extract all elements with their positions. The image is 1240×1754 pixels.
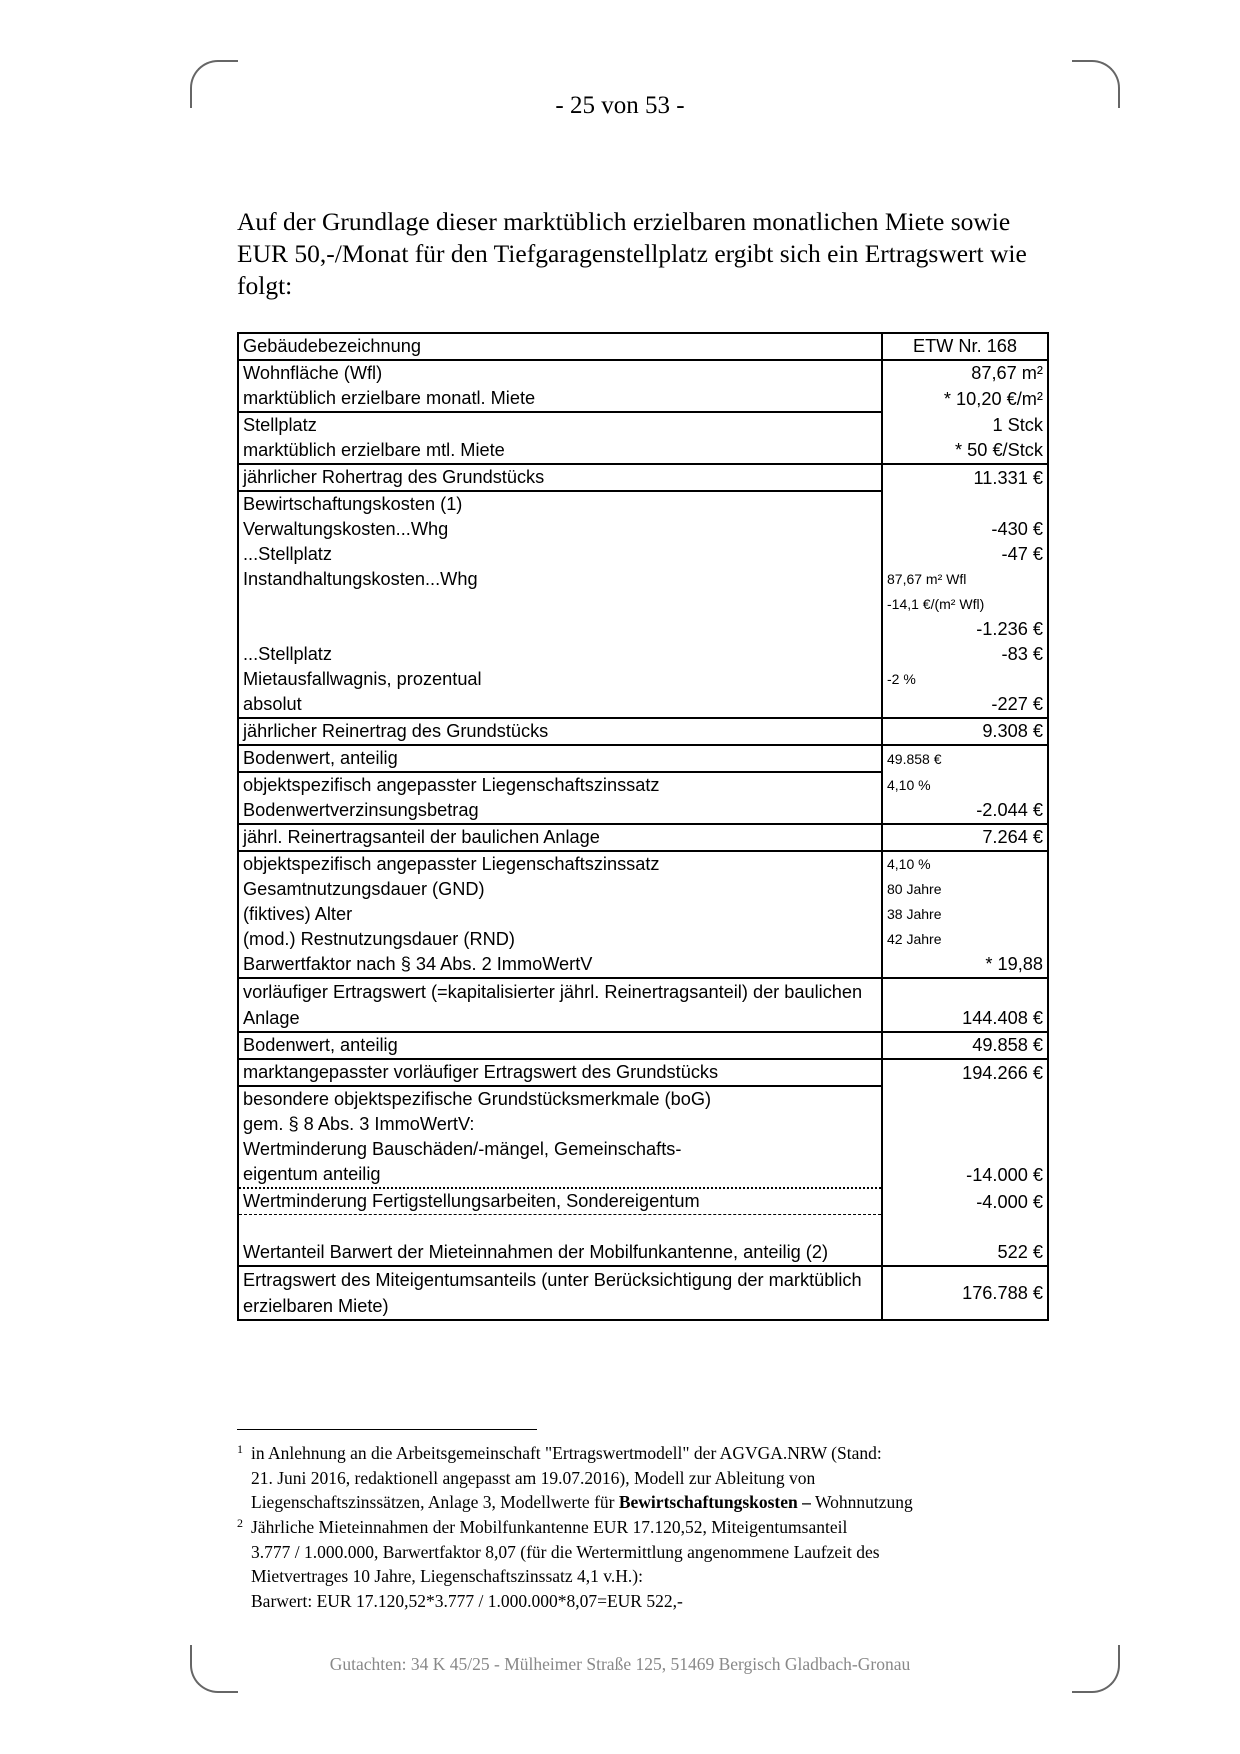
row-value: -83 € (882, 642, 1048, 667)
row-label: objektspezifisch angepasster Liegenschaftszinssatz (238, 851, 882, 877)
row-label (238, 617, 882, 642)
row-value: 9.308 € (882, 718, 1048, 745)
footnote-1 (237, 1441, 1067, 1515)
row-label: marktüblich erzielbare monatl. Miete (238, 386, 882, 412)
row-label (238, 592, 882, 617)
row-label: marktangepasster vorläufiger Ertragswert des Grundstücks (238, 1059, 882, 1086)
row-value: * 19,88 (882, 952, 1048, 978)
table-row (238, 491, 1048, 517)
row-value: -2.044 € (882, 798, 1048, 824)
footnote-line: 3.777 / 1.000.000, Barwertfaktor 8,07 (für die Wertermittlung angenommene Laufzeit des (251, 1541, 880, 1562)
table-row (238, 745, 1048, 772)
row-label: gem. § 8 Abs. 3 ImmoWertV: (238, 1112, 882, 1137)
footnote-marker: 1 (237, 1442, 243, 1456)
footnote-2 (237, 1515, 1067, 1613)
row-value (882, 491, 1048, 517)
table-row (238, 438, 1048, 464)
table-row (238, 617, 1048, 642)
row-label: Bodenwert, anteilig (238, 1032, 882, 1059)
row-label: absolut (238, 692, 882, 718)
table-row (238, 642, 1048, 667)
table-row (238, 1215, 1048, 1267)
page-footer: Gutachten: 34 K 45/25 - Mülheimer Straße 125, 51469 Bergisch Gladbach-Gronau (329, 1654, 911, 1674)
row-value: 87,67 m² Wfl (882, 567, 1048, 592)
table-row (238, 592, 1048, 617)
row-label: jährlicher Reinertrag des Grundstücks (238, 718, 882, 745)
table-row (238, 1086, 1048, 1112)
row-label: marktüblich erzielbare mtl. Miete (238, 438, 882, 464)
footnote-line: 21. Juni 2016, redaktionell angepasst am 19.07.2016), Modell zur Ableitung von (251, 1467, 816, 1488)
table-row (238, 851, 1048, 877)
row-label: objektspezifisch angepasster Liegenschaftszinssatz (238, 772, 882, 798)
row-label: (mod.) Restnutzungsdauer (RND) (238, 927, 882, 952)
table-row (238, 952, 1048, 978)
table-row (238, 667, 1048, 692)
table-row (238, 517, 1048, 542)
row-label: jährlicher Rohertrag des Grundstücks (238, 464, 882, 491)
row-value: 522 € (882, 1215, 1048, 1267)
table-row (238, 386, 1048, 412)
footnote-line: Barwert: EUR 17.120,52*3.777 / 1.000.000*8,07=EUR 522,- (251, 1590, 683, 1611)
table-row (238, 772, 1048, 798)
table-row (238, 1032, 1048, 1059)
table-row (238, 567, 1048, 592)
row-label: Mietausfallwagnis, prozentual (238, 667, 882, 692)
row-value: -14,1 €/(m² Wfl) (882, 592, 1048, 617)
row-label: Instandhaltungskosten...Whg (238, 567, 882, 592)
footnote-line (237, 1490, 1067, 1515)
table-row (238, 718, 1048, 745)
page-number: - 25 von 53 - (555, 92, 685, 119)
table-row (238, 902, 1048, 927)
row-value: 194.266 € (882, 1059, 1048, 1086)
table-row (238, 877, 1048, 902)
table-row (238, 798, 1048, 824)
row-label: Verwaltungskosten...Whg (238, 517, 882, 542)
row-label: Wertminderung Fertigstellungsarbeiten, Sondereigentum (238, 1188, 882, 1215)
row-label: ...Stellplatz (238, 642, 882, 667)
row-value: 144.408 € (882, 978, 1048, 1032)
footnote-text: Liegenschaftszinssätzen, Anlage 3, Modellwerte für (251, 1492, 615, 1512)
row-label: ...Stellplatz (238, 542, 882, 567)
table-row (238, 978, 1048, 1032)
row-label: Gesamtnutzungsdauer (GND) (238, 877, 882, 902)
table-row (238, 464, 1048, 491)
row-label: Wertanteil Barwert der Mieteinnahmen der Mobilfunkantenne, anteilig (2) (238, 1215, 882, 1267)
row-value: -2 % (882, 667, 1048, 692)
table-row (238, 692, 1048, 718)
row-label: Barwertfaktor nach § 34 Abs. 2 ImmoWertV (238, 952, 882, 978)
row-label: Bewirtschaftungskosten (1) (238, 491, 882, 517)
row-value: ETW Nr. 168 (882, 333, 1048, 360)
row-label: Bodenwertverzinsungsbetrag (238, 798, 882, 824)
row-value: -47 € (882, 542, 1048, 567)
row-value (882, 1112, 1048, 1137)
table-row (238, 1137, 1048, 1162)
row-label: vorläufiger Ertragswert (=kapitalisierter jährl. Reinertragsanteil) der baulichen Anlage (238, 978, 882, 1032)
table-row (238, 1162, 1048, 1188)
row-value: -430 € (882, 517, 1048, 542)
row-value: -4.000 € (882, 1188, 1048, 1215)
row-value: * 10,20 €/m² (882, 386, 1048, 412)
footnote-line: in Anlehnung an die Arbeitsgemeinschaft "Ertragswertmodell" der AGVGA.NRW (Stand: (251, 1443, 882, 1463)
intro-paragraph: Auf der Grundlage dieser marktüblich erzielbaren monatlichen Miete sowie EUR 50,-/Monat für den Tiefgaragenstellplatz ergibt sich ein Ertragswert wie folgt: (237, 207, 1027, 300)
row-label: Wertminderung Bauschäden/-mängel, Gemeinschafts- (238, 1137, 882, 1162)
row-label: eigentum anteilig (238, 1162, 882, 1188)
row-label: Wohnfläche (Wfl) (238, 360, 882, 386)
footnote-marker: 2 (237, 1516, 243, 1530)
row-value: 49.858 € (882, 745, 1048, 772)
row-value: 11.331 € (882, 464, 1048, 491)
table-row (238, 1188, 1048, 1215)
table-row (238, 412, 1048, 438)
footnote-separator (237, 1429, 537, 1430)
table-row (238, 927, 1048, 952)
row-value: 80 Jahre (882, 877, 1048, 902)
row-label: Ertragswert des Miteigentumsanteils (unter Berücksichtigung der marktüblich erzielbaren Miete) (238, 1266, 882, 1320)
row-value: 42 Jahre (882, 927, 1048, 952)
row-value: 7.264 € (882, 824, 1048, 851)
table-row (238, 1266, 1048, 1320)
table-row (238, 1059, 1048, 1086)
row-value: 38 Jahre (882, 902, 1048, 927)
footnote-line: Mietvertrages 10 Jahre, Liegenschaftszinssatz 4,1 v.H.): (251, 1566, 643, 1586)
table-row (238, 1112, 1048, 1137)
table-row (238, 542, 1048, 567)
table-row (238, 360, 1048, 386)
row-label: (fiktives) Alter (238, 902, 882, 927)
row-value: 4,10 % (882, 851, 1048, 877)
footnote-line: Jährliche Mieteinnahmen der Mobilfunkantenne EUR 17.120,52, Miteigentumsanteil (251, 1517, 848, 1537)
row-value: 176.788 € (882, 1266, 1048, 1320)
footnote-tail: Wohnnutzung (810, 1492, 913, 1512)
row-value: 1 Stck (882, 412, 1048, 438)
row-value: 87,67 m² (882, 360, 1048, 386)
row-value: -14.000 € (882, 1162, 1048, 1188)
row-label: Bodenwert, anteilig (238, 745, 882, 772)
row-value: 4,10 % (882, 772, 1048, 798)
row-value: -227 € (882, 692, 1048, 718)
row-value: -1.236 € (882, 617, 1048, 642)
row-value (882, 1086, 1048, 1112)
footnote-bold: Bewirtschaftungskosten – (618, 1492, 811, 1512)
row-label: jährl. Reinertragsanteil der baulichen Anlage (238, 824, 882, 851)
ertragswert-table (237, 332, 1049, 1321)
row-label: besondere objektspezifische Grundstücksmerkmale (boG) (238, 1086, 882, 1112)
row-value: * 50 €/Stck (882, 438, 1048, 464)
table-row (238, 333, 1048, 360)
row-value (882, 1137, 1048, 1162)
row-value: 49.858 € (882, 1032, 1048, 1059)
row-label: Stellplatz (238, 412, 882, 438)
row-label: Gebäudebezeichnung (238, 333, 882, 360)
table-row (238, 824, 1048, 851)
